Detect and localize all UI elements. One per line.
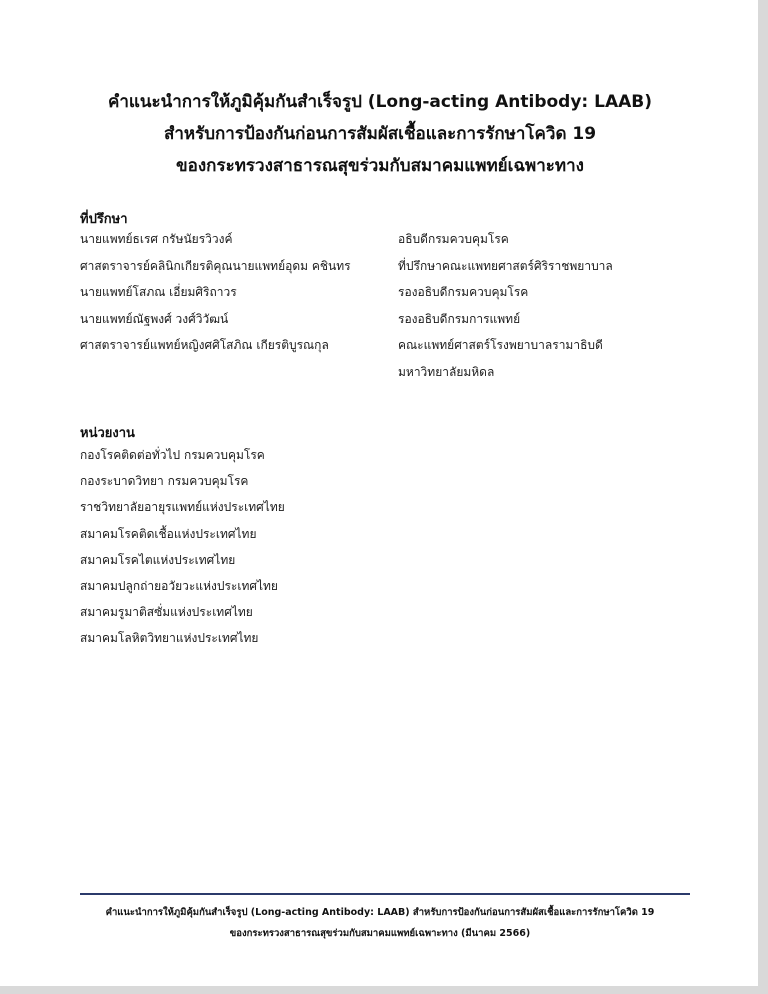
organizations-heading: หน่วยงาน — [80, 426, 135, 441]
advisor-position: มหาวิทยาลัยมหิดล — [398, 364, 495, 379]
advisors-heading: ที่ปรึกษา — [80, 212, 128, 227]
title-line-2: สำหรับการป้องกันก่อนการสัมผัสเชื้อและการรักษาโควิด 19 — [163, 124, 597, 144]
title-line-3: ของกระทรวงสาธารณสุขร่วมกับสมาคมแพทย์เฉพาะทาง — [176, 156, 584, 176]
page-edge-bottom — [0, 986, 768, 994]
page-footer — [0, 902, 760, 944]
organization-item: สมาคมโรคติดเชื้อแห่งประเทศไทย — [80, 526, 257, 541]
advisor-name: นายแพทย์ณัฐพงศ์ วงศ์วิวัฒน์ — [80, 311, 229, 326]
advisor-position: อธิบดีกรมควบคุมโรค — [398, 232, 509, 246]
organization-item: กองโรคติดต่อทั่วไป กรมควบคุมโรค — [80, 448, 265, 462]
document-title — [0, 86, 760, 182]
organization-item: กองระบาดวิทยา กรมควบคุมโรค — [80, 474, 249, 489]
footer-divider — [80, 893, 690, 895]
organization-item: สมาคมปลูกถ่ายอวัยวะแห่งประเทศไทย — [80, 578, 278, 593]
organization-item: ราชวิทยาลัยอายุรแพทย์แห่งประเทศไทย — [80, 500, 285, 515]
advisor-name: นายแพทย์โสภณ เอี่ยมศิริถาวร — [80, 285, 237, 299]
advisor-position: รองอธิบดีกรมการแพทย์ — [398, 311, 521, 326]
advisor-position: รองอธิบดีกรมควบคุมโรค — [398, 285, 529, 299]
advisors-list — [80, 232, 680, 391]
organization-item: สมาคมโลหิตวิทยาแห่งประเทศไทย — [80, 631, 259, 646]
footer-line-2: ของกระทรวงสาธารณสุขร่วมกับสมาคมแพทย์เฉพาะทาง (มีนาคม 2566) — [229, 928, 531, 939]
organizations-list — [80, 448, 285, 658]
advisor-row — [80, 365, 680, 392]
advisor-row — [80, 338, 680, 365]
organization-item: สมาคมโรคไตแห่งประเทศไทย — [80, 552, 236, 567]
title-line-1: คำแนะนำการให้ภูมิคุ้มกันสำเร็จรูป (Long-acting Antibody: LAAB) — [107, 92, 653, 112]
advisor-name: ศาสตราจารย์แพทย์หญิงศศิโสภิณ เกียรติบูรณกุล — [80, 338, 329, 352]
advisor-position: คณะแพทย์ศาสตร์โรงพยาบาลรามาธิบดี — [398, 338, 603, 352]
advisor-name: ศาสตราจารย์คลินิกเกียรติคุณนายแพทย์อุดม คชินทร — [80, 258, 351, 273]
advisor-position: ที่ปรึกษาคณะแพทยศาสตร์ศิริราชพยาบาล — [398, 258, 613, 273]
organization-item: สมาคมรูมาติสซั่มแห่งประเทศไทย — [80, 605, 253, 620]
footer-line-1: คำแนะนำการให้ภูมิคุ้มกันสำเร็จรูป (Long-acting Antibody: LAAB) สำหรับการป้องกันก่อนการสัมผัสเชื้อและการรักษาโควิด 19 — [105, 907, 655, 918]
advisor-name: นายแพทย์ธเรศ กรัษนัยรวิวงค์ — [80, 232, 233, 246]
page-edge-right — [758, 0, 768, 994]
